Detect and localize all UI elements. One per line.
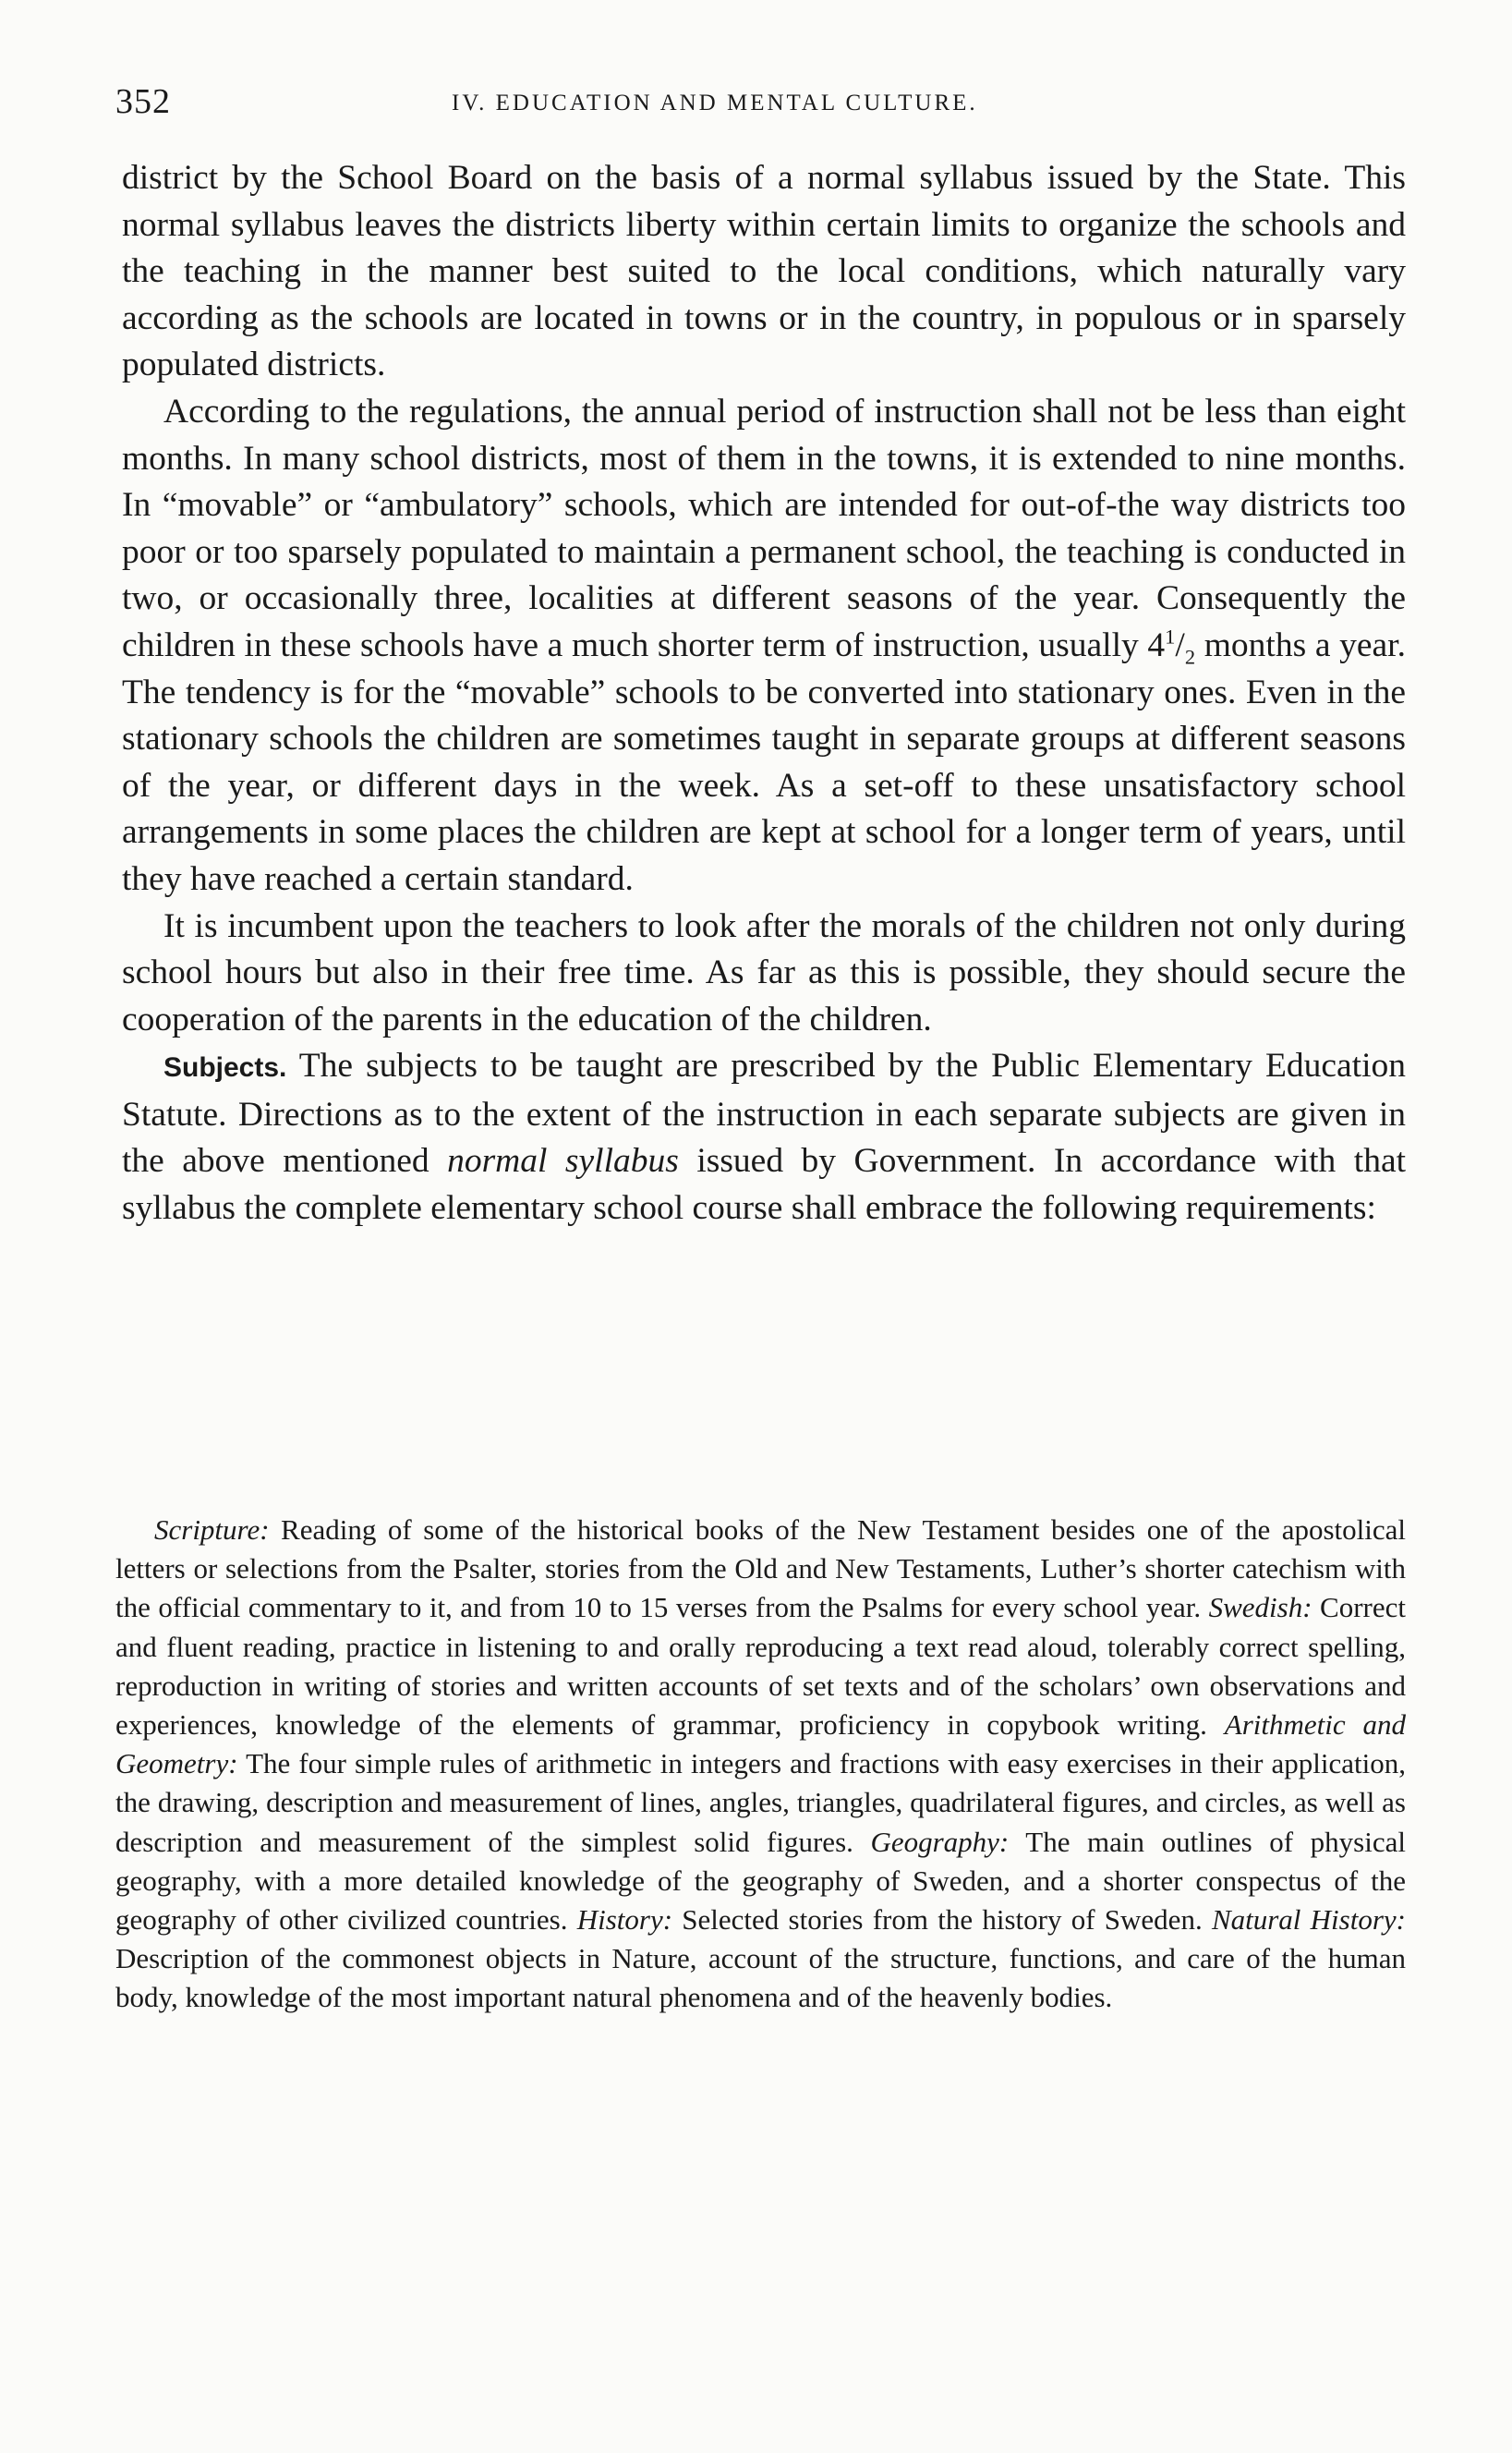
- paragraph-teachers-morals: It is incumbent upon the teachers to look after the morals of the children not only during school hours but also in their free time. As far as this is possible, they should secure the cooperation of the parents in the education of the children.: [122, 906, 1406, 1038]
- paragraph-continued: district by the School Board on the basis of a normal syllabus issued by the State. This normal syllabus leaves the districts liberty within certain limits to organize the schools and the teaching in the manner best suited to the local conditions, which naturally vary according as the schools are located in towns or in the country, in populous or in sparsely populated districts.: [122, 159, 1406, 384]
- page-number: 352: [115, 82, 171, 121]
- paragraph-text: According to the regulations, the annual period of instruction shall not be less than eight months. In many school districts, most of them in the towns, it is extended to nine months. In “movable” or “ambulatory” schools, which are intended for out-of-the way districts too poor or too sparsely populated to maintain a permanent school, the teaching is conducted in two, or occasionally three, localities at different seasons of the year. Consequently the children in these schools have a much shorter term of instruction, usually 4: [122, 392, 1406, 664]
- requirements-paragraph: [115, 1511, 1406, 2018]
- swedish-text: Correct and fluent reading, practice in listening to and orally reproducing a text read aloud, tolerably correct spelling, reproduction in writing of stories and written accounts of set texts and of the scholars’ own observations and experiences, knowledge of the elements of grammar, proficiency in copybook writing.: [115, 1591, 1406, 1742]
- page-header: [115, 81, 1409, 128]
- paragraph-subjects: [122, 1043, 1406, 1232]
- history-label: History:: [576, 1903, 673, 1937]
- paragraph-text: The subjects to be taught are prescribed by the Public Elementary Education Statute. Directions as to the extent of the instruction in each separate subjects are given in the above mentioned: [122, 1047, 1406, 1181]
- paragraph-instruction-period: [122, 389, 1406, 904]
- scripture-text: Reading of some of the historical books of the New Testament besides one of the apostolical letters or selections from the Psalter, stories from the Old and New Testaments, Luther’s shorter catechism with the official commentary to it, and from 10 to 15 verses from the Psalms for every school year.: [115, 1513, 1406, 1624]
- subjects-heading: Subjects.: [163, 1052, 287, 1084]
- natural-history-label: Natural History:: [1211, 1903, 1406, 1937]
- arithmetic-text: The four simple rules of arithmetic in integers and fractions with easy exercises in their application, the drawing, description and measurement of lines, angles, triangles, quadrilateral figures, and circles, as well as description and measurement of the simplest solid figures.: [115, 1747, 1406, 1858]
- history-text: Selected stories from the history of Sweden.: [672, 1903, 1212, 1937]
- fraction-numerator: 1: [1165, 625, 1176, 649]
- running-head: IV. EDUCATION AND MENTAL CULTURE.: [452, 91, 978, 115]
- swedish-label: Swedish:: [1208, 1591, 1312, 1624]
- requirements-text: [115, 1511, 1406, 2018]
- natural-history-text: Description of the commonest objects in Nature, account of the structure, functions, and care of the human body, knowledge of the most important natural phenomena and of the heavenly bodies.: [115, 1942, 1406, 2014]
- geography-text: The main outlines of physical geography, with a more detailed knowledge of the geography of Sweden, and a shorter conspectus of the geography of other civilized countries.: [115, 1825, 1406, 1937]
- fraction-slash: /: [1175, 625, 1185, 664]
- arithmetic-label: Arithmetic and Geometry:: [115, 1708, 1407, 1780]
- paragraph-text: months a year. The tendency is for the “movable” schools to be converted into stationary ones. Even in the stationary schools the children are sometimes taught in separate groups at different seasons of the year, or different days in the week. As a set-off to these unsatisfactory school arrangements in some places the children are kept at school for a longer term of years, until they have reached a certain standard.: [122, 625, 1406, 898]
- fraction-denominator: 2: [1184, 645, 1196, 669]
- geography-label: Geography:: [870, 1825, 1010, 1858]
- main-text: [122, 155, 1406, 1233]
- scripture-label: Scripture:: [154, 1513, 270, 1546]
- paragraph-text: issued by Government. In accordance with that syllabus the complete elementary school course shall embrace the following requirements:: [122, 1142, 1407, 1228]
- italic-term: normal syllabus: [447, 1142, 679, 1181]
